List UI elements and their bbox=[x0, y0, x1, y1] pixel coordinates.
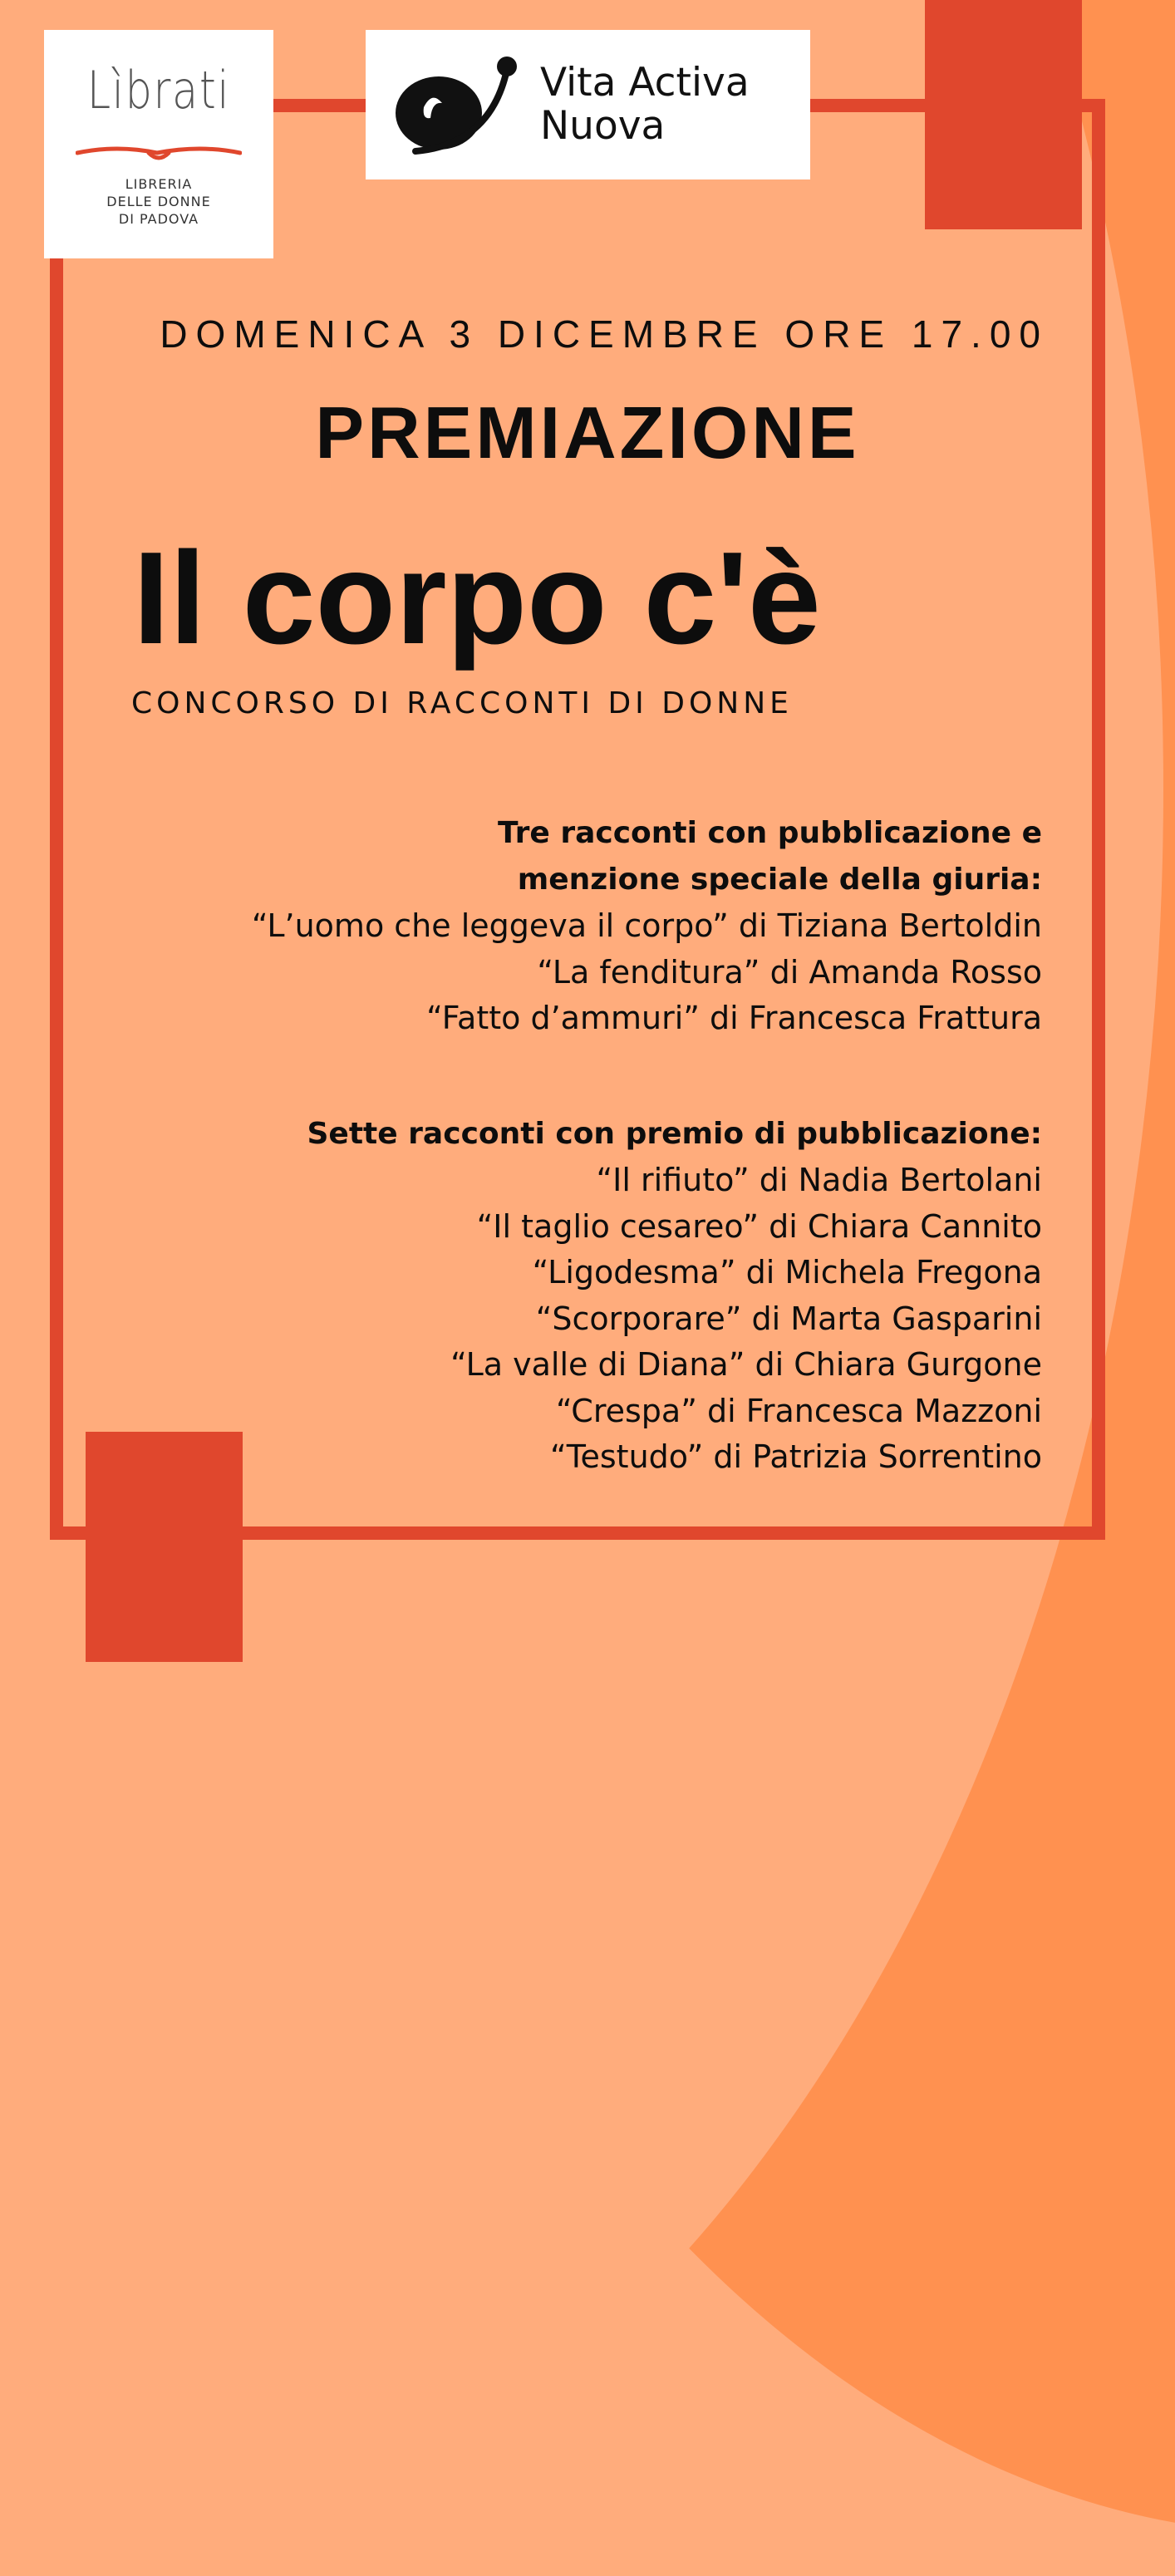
treble-clef-swirl-icon bbox=[391, 53, 524, 161]
decorative-block-top-right bbox=[925, 0, 1082, 229]
contest-title: Il corpo c'è bbox=[133, 525, 821, 671]
vita-activa-logo bbox=[366, 30, 810, 179]
award-entry: “Testudo” di Patrizia Sorrentino bbox=[550, 1438, 1042, 1475]
award-entry: “Il taglio cesareo” di Chiara Cannito bbox=[476, 1207, 1042, 1245]
event-type-heading: PREMIAZIONE bbox=[315, 391, 860, 474]
librati-logo bbox=[44, 30, 273, 258]
award-group-heading: Tre racconti con pubblicazione e bbox=[498, 816, 1042, 850]
award-group-heading: menzione speciale della giuria: bbox=[517, 863, 1042, 897]
award-entry: “Crespa” di Francesca Mazzoni bbox=[555, 1392, 1042, 1429]
librati-logo-subtitle: LIBRERIA DELLE DONNE DI PADOVA bbox=[106, 176, 211, 227]
event-date: DOMENICA 3 DICEMBRE ORE 17.00 bbox=[160, 312, 1049, 356]
award-entry: “La fenditura” di Amanda Rosso bbox=[537, 953, 1042, 991]
award-entry: “Il rifiuto” di Nadia Bertolani bbox=[596, 1162, 1042, 1198]
librati-logo-name: Lìbrati bbox=[86, 60, 231, 120]
award-group-publication-prize bbox=[128, 1111, 1042, 1481]
open-book-icon bbox=[76, 141, 242, 165]
award-entry: “La valle di Diana” di Chiara Gurgone bbox=[450, 1346, 1042, 1383]
vita-activa-logo-name: Vita Activa Nuova bbox=[540, 60, 750, 149]
award-group-special-mention bbox=[128, 810, 1042, 1042]
award-group-heading: Sette racconti con premio di pubblicazione: bbox=[307, 1117, 1042, 1151]
award-entry: “Fatto d’ammuri” di Francesca Frattura bbox=[426, 1000, 1042, 1036]
contest-subtitle: CONCORSO DI RACCONTI DI DONNE bbox=[131, 686, 793, 720]
award-entry: “Scorporare” di Marta Gasparini bbox=[535, 1300, 1042, 1337]
award-entry: “L’uomo che leggeva il corpo” di Tiziana Bertoldin bbox=[251, 907, 1042, 944]
award-entry: “Ligodesma” di Michela Fregona bbox=[532, 1254, 1042, 1290]
